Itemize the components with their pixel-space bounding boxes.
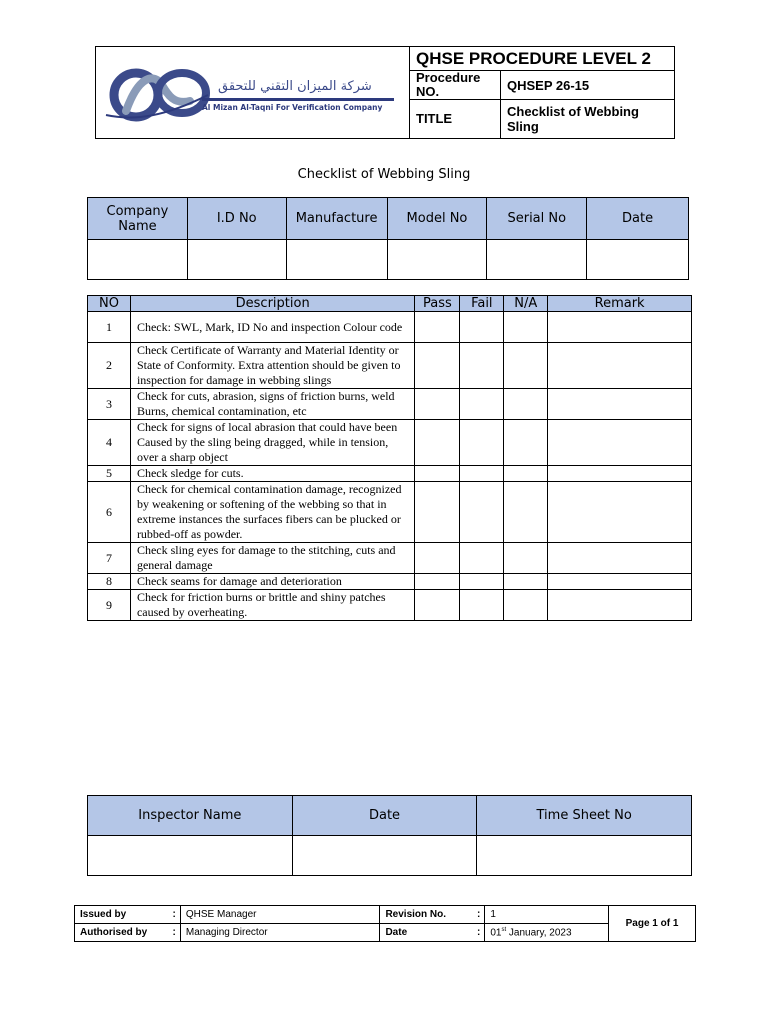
title-row <box>410 100 674 138</box>
row-number: 8 <box>88 574 131 590</box>
company-name-arabic: شركة الميزان التقني للتحقق <box>218 79 372 94</box>
inspector-name-field[interactable] <box>88 836 293 876</box>
pass-cell[interactable] <box>415 312 460 343</box>
fail-cell[interactable] <box>460 312 504 343</box>
date-rest: January, 2023 <box>506 927 572 939</box>
header-id-no: I.D No <box>187 198 286 240</box>
fail-cell[interactable] <box>460 466 504 482</box>
pass-cell[interactable] <box>415 543 460 574</box>
header-description: Description <box>130 296 414 312</box>
row-description: Check seams for damage and deterioration <box>130 574 414 590</box>
title-label: TITLE <box>410 100 501 138</box>
na-cell[interactable] <box>504 343 548 389</box>
na-cell[interactable] <box>504 590 548 621</box>
company-name-english: Al Mizan Al-Taqni For Verification Company <box>202 103 383 112</box>
row-description: Check: SWL, Mark, ID No and inspection Colour code <box>130 312 414 343</box>
row-number: 1 <box>88 312 131 343</box>
remark-cell[interactable] <box>548 482 692 543</box>
header-manufacture: Manufacture <box>286 198 387 240</box>
model-no-field[interactable] <box>387 240 487 280</box>
na-cell[interactable] <box>504 389 548 420</box>
revision-value: 1 <box>485 906 609 924</box>
page-number: Page 1 of 1 <box>609 906 696 942</box>
row-number: 6 <box>88 482 131 543</box>
pass-cell[interactable] <box>415 482 460 543</box>
pass-cell[interactable] <box>415 343 460 389</box>
issued-by-label: Issued by <box>75 906 167 924</box>
document-footer <box>74 905 696 942</box>
date-field[interactable] <box>587 240 689 280</box>
row-number: 9 <box>88 590 131 621</box>
procedure-level-title: QHSE PROCEDURE LEVEL 2 <box>410 47 674 71</box>
na-cell[interactable] <box>504 574 548 590</box>
company-name-field[interactable] <box>88 240 188 280</box>
document-header <box>95 46 675 139</box>
remark-cell[interactable] <box>548 590 692 621</box>
fail-cell[interactable] <box>460 590 504 621</box>
remark-cell[interactable] <box>548 574 692 590</box>
title-value: Checklist of Webbing Sling <box>507 104 639 134</box>
fail-cell[interactable] <box>460 482 504 543</box>
remark-cell[interactable] <box>548 312 692 343</box>
table-row <box>88 574 692 590</box>
na-cell[interactable] <box>504 543 548 574</box>
inspector-table <box>87 795 692 876</box>
header-remark: Remark <box>548 296 692 312</box>
procedure-number-label: Procedure NO. <box>410 71 501 99</box>
company-info-table <box>87 197 689 280</box>
na-cell[interactable] <box>504 482 548 543</box>
authorised-by-label: Authorised by <box>75 924 167 942</box>
fail-cell[interactable] <box>460 343 504 389</box>
date-value <box>485 924 609 942</box>
authorised-by-value: Managing Director <box>180 924 380 942</box>
na-cell[interactable] <box>504 420 548 466</box>
pass-cell[interactable] <box>415 389 460 420</box>
table-row <box>88 543 692 574</box>
row-description: Check Certificate of Warranty and Material Identity or State of Conformity. Extra attention should be given to inspection for damage in webbing slings <box>130 343 414 389</box>
row-description: Check for cuts, abrasion, signs of friction burns, weld Burns, chemical contamination, etc <box>130 389 414 420</box>
remark-cell[interactable] <box>548 343 692 389</box>
colon: : <box>166 924 180 942</box>
na-cell[interactable] <box>504 466 548 482</box>
table-row <box>88 420 692 466</box>
remark-cell[interactable] <box>548 420 692 466</box>
table-row <box>88 466 692 482</box>
inspection-date-field[interactable] <box>292 836 477 876</box>
header-no: NO <box>88 296 131 312</box>
row-description: Check sledge for cuts. <box>130 466 414 482</box>
header-model-no: Model No <box>387 198 487 240</box>
procedure-number-row <box>410 71 674 100</box>
pass-cell[interactable] <box>415 590 460 621</box>
pass-cell[interactable] <box>415 466 460 482</box>
row-number: 5 <box>88 466 131 482</box>
header-time-sheet-no: Time Sheet No <box>477 796 692 836</box>
table-row <box>88 343 692 389</box>
colon: : <box>470 924 485 942</box>
header-inspector-name: Inspector Name <box>88 796 293 836</box>
logo-divider <box>202 98 394 101</box>
date-label: Date <box>380 924 470 942</box>
procedure-number-value: QHSEP 26-15 <box>507 77 590 93</box>
company-logo <box>96 47 410 138</box>
fail-cell[interactable] <box>460 574 504 590</box>
row-number: 7 <box>88 543 131 574</box>
pass-cell[interactable] <box>415 420 460 466</box>
header-fail: Fail <box>460 296 504 312</box>
checklist-table <box>87 295 692 621</box>
header-na: N/A <box>504 296 548 312</box>
table-row <box>88 312 692 343</box>
logo-mark-icon <box>104 65 216 125</box>
fail-cell[interactable] <box>460 543 504 574</box>
table-row <box>88 590 692 621</box>
remark-cell[interactable] <box>548 543 692 574</box>
document-title: Checklist of Webbing Sling <box>297 167 471 182</box>
table-row <box>88 389 692 420</box>
remark-cell[interactable] <box>548 389 692 420</box>
row-description: Check for signs of local abrasion that could have been Caused by the sling being dragged, while in tension, over a sharp object <box>130 420 414 466</box>
table-row <box>88 482 692 543</box>
row-number: 3 <box>88 389 131 420</box>
header-date: Date <box>587 198 689 240</box>
row-description: Check for chemical contamination damage, recognized by weakening or softening of the webbing so that in extreme instances the surfaces fibers can be plucked or rubbed-off as powder. <box>130 482 414 543</box>
issued-by-value: QHSE Manager <box>180 906 380 924</box>
pass-cell[interactable] <box>415 574 460 590</box>
fail-cell[interactable] <box>460 389 504 420</box>
serial-no-field[interactable] <box>487 240 587 280</box>
date-day: 01 <box>490 927 502 939</box>
colon: : <box>166 906 180 924</box>
header-inspection-date: Date <box>292 796 477 836</box>
row-description: Check for friction burns or brittle and shiny patches caused by overheating. <box>130 590 414 621</box>
remark-cell[interactable] <box>548 466 692 482</box>
row-description: Check sling eyes for damage to the stitching, cuts and general damage <box>130 543 414 574</box>
revision-label: Revision No. <box>380 906 470 924</box>
manufacture-field[interactable] <box>286 240 387 280</box>
header-serial-no: Serial No <box>487 198 587 240</box>
row-number: 4 <box>88 420 131 466</box>
header-company-name: Company Name <box>88 198 188 240</box>
time-sheet-no-field[interactable] <box>477 836 692 876</box>
colon: : <box>470 906 485 924</box>
header-pass: Pass <box>415 296 460 312</box>
fail-cell[interactable] <box>460 420 504 466</box>
na-cell[interactable] <box>504 312 548 343</box>
date-suffix: st <box>501 926 507 933</box>
row-number: 2 <box>88 343 131 389</box>
id-no-field[interactable] <box>187 240 286 280</box>
